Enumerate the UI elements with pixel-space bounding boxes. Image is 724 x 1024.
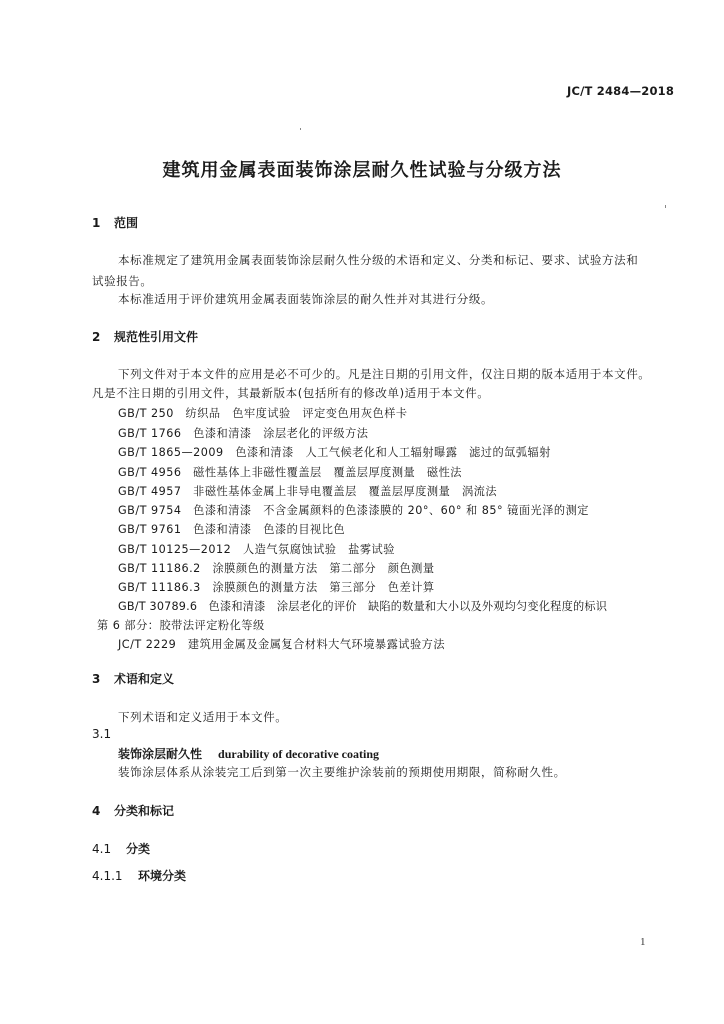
subsection-4-1-heading — [92, 840, 150, 857]
scan-speck — [300, 128, 301, 130]
subsection-title: 分类 — [126, 842, 151, 856]
subsection-title: 环境分类 — [138, 869, 187, 883]
section-2-intro-line-1: 下列文件对于本文件的应用是必不可少的。凡是注日期的引用文件，仅注日期的版本适用于本文件。 — [118, 367, 651, 381]
reference-item: GB/T 250 纺织品 色牢度试验 评定变色用灰色样卡 — [118, 407, 408, 420]
reference-item: JC/T 2229 建筑用金属及金属复合材料大气环境暴露试验方法 — [118, 638, 446, 651]
term-number: 3.1 — [92, 727, 112, 741]
term-chinese: 装饰涂层耐久性 — [118, 747, 203, 761]
term-definition: 装饰涂层体系从涂装完工后到第一次主要维护涂装前的预期使用期限，简称耐久性。 — [118, 765, 566, 779]
section-1-heading — [92, 214, 138, 231]
reference-item: GB/T 4956 磁性基体上非磁性覆盖层 覆盖层厚度测量 磁性法 — [118, 466, 462, 479]
reference-item: GB/T 11186.2 涂膜颜色的测量方法 第二部分 颜色测量 — [118, 562, 435, 575]
section-1-para-1-line-2: 试验报告。 — [92, 274, 153, 288]
section-4-heading — [92, 802, 174, 819]
reference-item-long-line-1: GB/T 30789.6 色漆和清漆 涂层老化的评价 缺陷的数量和大小以及外观均匀变化程度的标识 — [118, 600, 608, 613]
standard-code: JC/T 2484—2018 — [567, 84, 675, 98]
reference-item: GB/T 1766 色漆和清漆 涂层老化的评级方法 — [118, 427, 369, 440]
section-number: 1 — [92, 216, 101, 230]
section-1-para-1-line-1: 本标准规定了建筑用金属表面装饰涂层耐久性分级的术语和定义、分类和标记、要求、试验方法和 — [118, 253, 639, 267]
section-number: 4 — [92, 804, 101, 818]
section-3-heading — [92, 670, 174, 687]
subsection-number: 4.1 — [92, 842, 112, 856]
section-1-para-2: 本标准适用于评价建筑用金属表面装饰涂层的耐久性并对其进行分级。 — [118, 292, 494, 306]
reference-item: GB/T 9754 色漆和清漆 不含金属颜料的色漆漆膜的 20°、60° 和 85° 镜面光泽的测定 — [118, 504, 589, 517]
reference-item: GB/T 11186.3 涂膜颜色的测量方法 第三部分 色差计算 — [118, 581, 435, 594]
term-heading — [118, 745, 379, 762]
section-3-intro: 下列术语和定义适用于本文件。 — [118, 710, 288, 724]
page-number: 1 — [640, 936, 646, 948]
reference-item-long-line-2: 第 6 部分：胶带法评定粉化等级 — [97, 619, 265, 632]
reference-item: GB/T 10125—2012 人造气氛腐蚀试验 盐雾试验 — [118, 543, 395, 556]
reference-item: GB/T 9761 色漆和清漆 色漆的目视比色 — [118, 523, 346, 536]
section-2-intro-line-2: 凡是不注日期的引用文件，其最新版本(包括所有的修改单)适用于本文件。 — [92, 386, 490, 400]
section-title: 范围 — [114, 216, 139, 230]
section-title: 规范性引用文件 — [114, 330, 199, 344]
reference-item: GB/T 1865—2009 色漆和清漆 人工气候老化和人工辐射曝露 滤过的氙弧辐射 — [118, 446, 551, 459]
section-title: 分类和标记 — [114, 804, 175, 818]
section-number: 3 — [92, 672, 101, 686]
subsection-4-1-1-heading — [92, 867, 186, 884]
section-2-heading — [92, 328, 198, 345]
subsection-number: 4.1.1 — [92, 869, 123, 883]
section-number: 2 — [92, 330, 101, 344]
document-title: 建筑用金属表面装饰涂层耐久性试验与分级方法 — [162, 160, 562, 181]
term-english: durability of decorative coating — [218, 747, 379, 761]
section-title: 术语和定义 — [114, 672, 175, 686]
reference-item: GB/T 4957 非磁性基体金属上非导电覆盖层 覆盖层厚度测量 涡流法 — [118, 485, 498, 498]
scan-speck — [665, 205, 666, 208]
